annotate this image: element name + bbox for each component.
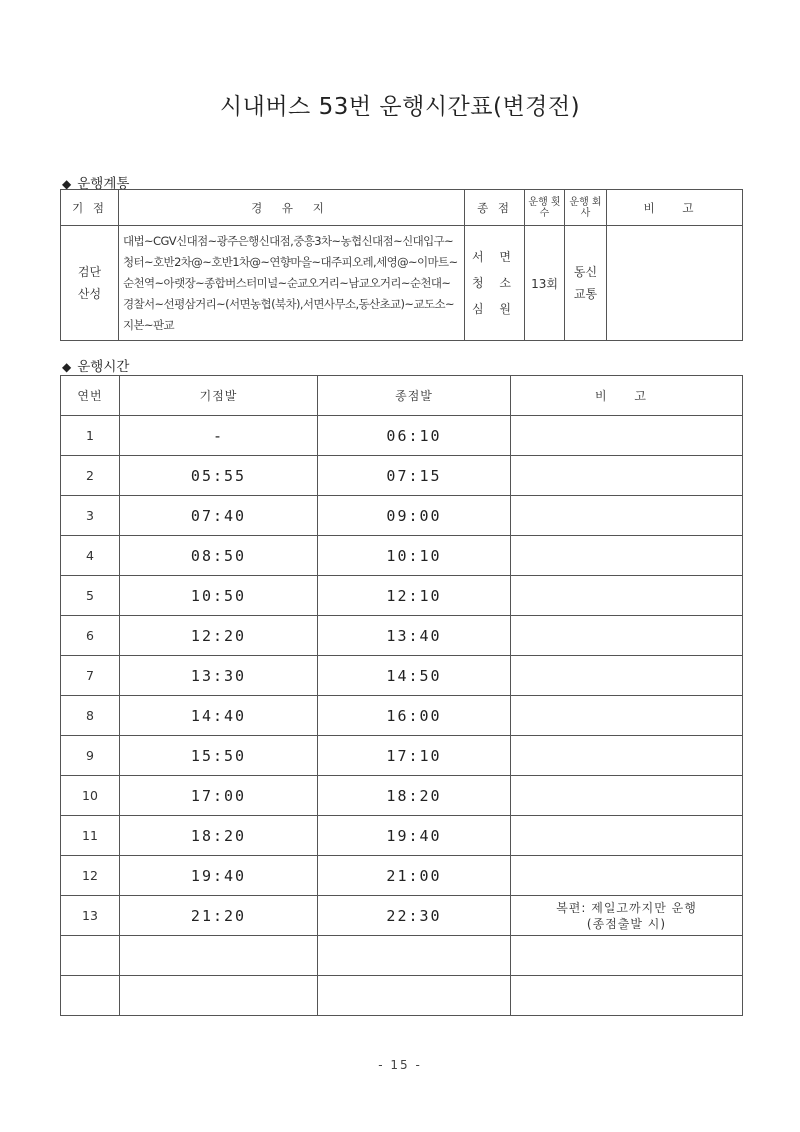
header-operator: 운행 회사	[565, 190, 607, 226]
schedule-row	[61, 976, 743, 1016]
schedule-note	[511, 536, 743, 576]
route-operator-line: 동신	[573, 265, 598, 279]
schedule-note	[511, 416, 743, 456]
route-terminus-line: 청 소	[472, 276, 517, 290]
schedule-depart-terminus: 14:50	[318, 656, 511, 696]
schedule-table	[60, 375, 743, 1016]
schedule-note	[511, 656, 743, 696]
schedule-note	[511, 696, 743, 736]
schedule-row	[61, 736, 743, 776]
schedule-seq	[61, 976, 120, 1016]
route-operator	[565, 226, 607, 341]
schedule-depart-origin: 10:50	[120, 576, 318, 616]
route-section-title: 운행계통	[77, 176, 130, 192]
schedule-row	[61, 456, 743, 496]
header-origin: 기 점	[61, 190, 119, 226]
schedule-row	[61, 416, 743, 456]
schedule-row	[61, 896, 743, 936]
schedule-depart-terminus: 12:10	[318, 576, 511, 616]
schedule-depart-origin: 21:20	[120, 896, 318, 936]
schedule-note	[511, 856, 743, 896]
route-terminus-line: 서 면	[472, 250, 517, 264]
schedule-depart-origin: 19:40	[120, 856, 318, 896]
diamond-bullet-icon: ◆	[62, 360, 72, 374]
schedule-seq: 1	[61, 416, 120, 456]
schedule-seq: 3	[61, 496, 120, 536]
header-via: 경 유 지	[119, 190, 465, 226]
schedule-seq	[61, 936, 120, 976]
schedule-depart-origin: 07:40	[120, 496, 318, 536]
schedule-depart-terminus: 13:40	[318, 616, 511, 656]
schedule-note	[511, 456, 743, 496]
schedule-depart-terminus: 06:10	[318, 416, 511, 456]
schedule-seq: 12	[61, 856, 120, 896]
route-table-header	[61, 190, 743, 226]
schedule-depart-terminus	[318, 976, 511, 1016]
schedule-seq: 2	[61, 456, 120, 496]
schedule-row	[61, 496, 743, 536]
schedule-seq: 11	[61, 816, 120, 856]
route-origin	[61, 226, 119, 341]
schedule-depart-origin: 13:30	[120, 656, 318, 696]
schedule-depart-origin: 12:20	[120, 616, 318, 656]
header-terminus: 종 점	[465, 190, 525, 226]
route-trips: 13회	[525, 226, 565, 341]
schedule-depart-origin: 05:55	[120, 456, 318, 496]
route-origin-line: 검단	[77, 265, 102, 279]
schedule-depart-origin: -	[120, 416, 318, 456]
route-terminus-line: 심 원	[472, 302, 517, 316]
schedule-note-line: (종점출발 시)	[586, 916, 667, 931]
schedule-note	[511, 616, 743, 656]
schedule-depart-origin	[120, 936, 318, 976]
schedule-depart-origin: 14:40	[120, 696, 318, 736]
schedule-seq: 7	[61, 656, 120, 696]
schedule-row	[61, 776, 743, 816]
schedule-depart-terminus: 07:15	[318, 456, 511, 496]
schedule-row	[61, 616, 743, 656]
schedule-depart-origin: 18:20	[120, 816, 318, 856]
schedule-note	[511, 976, 743, 1016]
header-remarks: 비 고	[607, 190, 743, 226]
schedule-depart-terminus: 19:40	[318, 816, 511, 856]
schedule-row	[61, 536, 743, 576]
schedule-depart-terminus: 09:00	[318, 496, 511, 536]
schedule-row	[61, 936, 743, 976]
schedule-seq: 10	[61, 776, 120, 816]
route-remarks	[607, 226, 743, 341]
schedule-note	[511, 936, 743, 976]
schedule-note	[511, 776, 743, 816]
header-depart-origin: 기점발	[120, 376, 318, 416]
schedule-depart-origin: 17:00	[120, 776, 318, 816]
schedule-depart-terminus: 18:20	[318, 776, 511, 816]
schedule-depart-origin: 08:50	[120, 536, 318, 576]
schedule-note	[511, 576, 743, 616]
route-table-row	[61, 226, 743, 341]
schedule-row	[61, 696, 743, 736]
schedule-depart-terminus: 16:00	[318, 696, 511, 736]
schedule-seq: 5	[61, 576, 120, 616]
route-via-stops: 대법~CGV신대점~광주은행신대점,중흥3차~농협신대점~신대입구~청터~호반2차@~호반1차@~연향마을~대주피오레,세영@~이마트~순천역~아랫장~종합버스터미널~순교오거리~남교오거리~순천대~경찰서~선평삼거리~(서면농협(북차),서면사무소,동산초교)~교도소~지본~판교	[119, 226, 465, 341]
schedule-depart-terminus: 22:30	[318, 896, 511, 936]
header-depart-terminus: 종점발	[318, 376, 511, 416]
schedule-section-heading	[62, 355, 129, 375]
schedule-row	[61, 856, 743, 896]
schedule-depart-terminus: 21:00	[318, 856, 511, 896]
route-origin-line: 산성	[77, 287, 102, 301]
header-trips: 운행 횟수	[525, 190, 565, 226]
schedule-note-line: 복편: 제일고까지만 운행	[556, 900, 697, 915]
schedule-depart-terminus: 10:10	[318, 536, 511, 576]
schedule-note	[511, 896, 743, 936]
route-table	[60, 189, 743, 341]
schedule-row	[61, 656, 743, 696]
schedule-depart-origin	[120, 976, 318, 1016]
schedule-section-title: 운행시간	[77, 359, 130, 375]
schedule-note	[511, 816, 743, 856]
schedule-seq: 6	[61, 616, 120, 656]
schedule-depart-terminus	[318, 936, 511, 976]
schedule-depart-terminus: 17:10	[318, 736, 511, 776]
schedule-row	[61, 816, 743, 856]
schedule-note	[511, 736, 743, 776]
schedule-seq: 13	[61, 896, 120, 936]
route-terminus	[465, 226, 525, 341]
schedule-seq: 4	[61, 536, 120, 576]
header-remarks: 비 고	[511, 376, 743, 416]
schedule-note	[511, 496, 743, 536]
schedule-depart-origin: 15:50	[120, 736, 318, 776]
header-seq: 연번	[61, 376, 120, 416]
route-operator-line: 교통	[573, 287, 598, 301]
page-title: 시내버스 53번 운행시간표(변경전)	[219, 94, 581, 120]
diamond-bullet-icon: ◆	[62, 177, 72, 191]
schedule-seq: 9	[61, 736, 120, 776]
page-number: - 15 -	[378, 1058, 422, 1072]
schedule-seq: 8	[61, 696, 120, 736]
schedule-table-header	[61, 376, 743, 416]
schedule-row	[61, 576, 743, 616]
